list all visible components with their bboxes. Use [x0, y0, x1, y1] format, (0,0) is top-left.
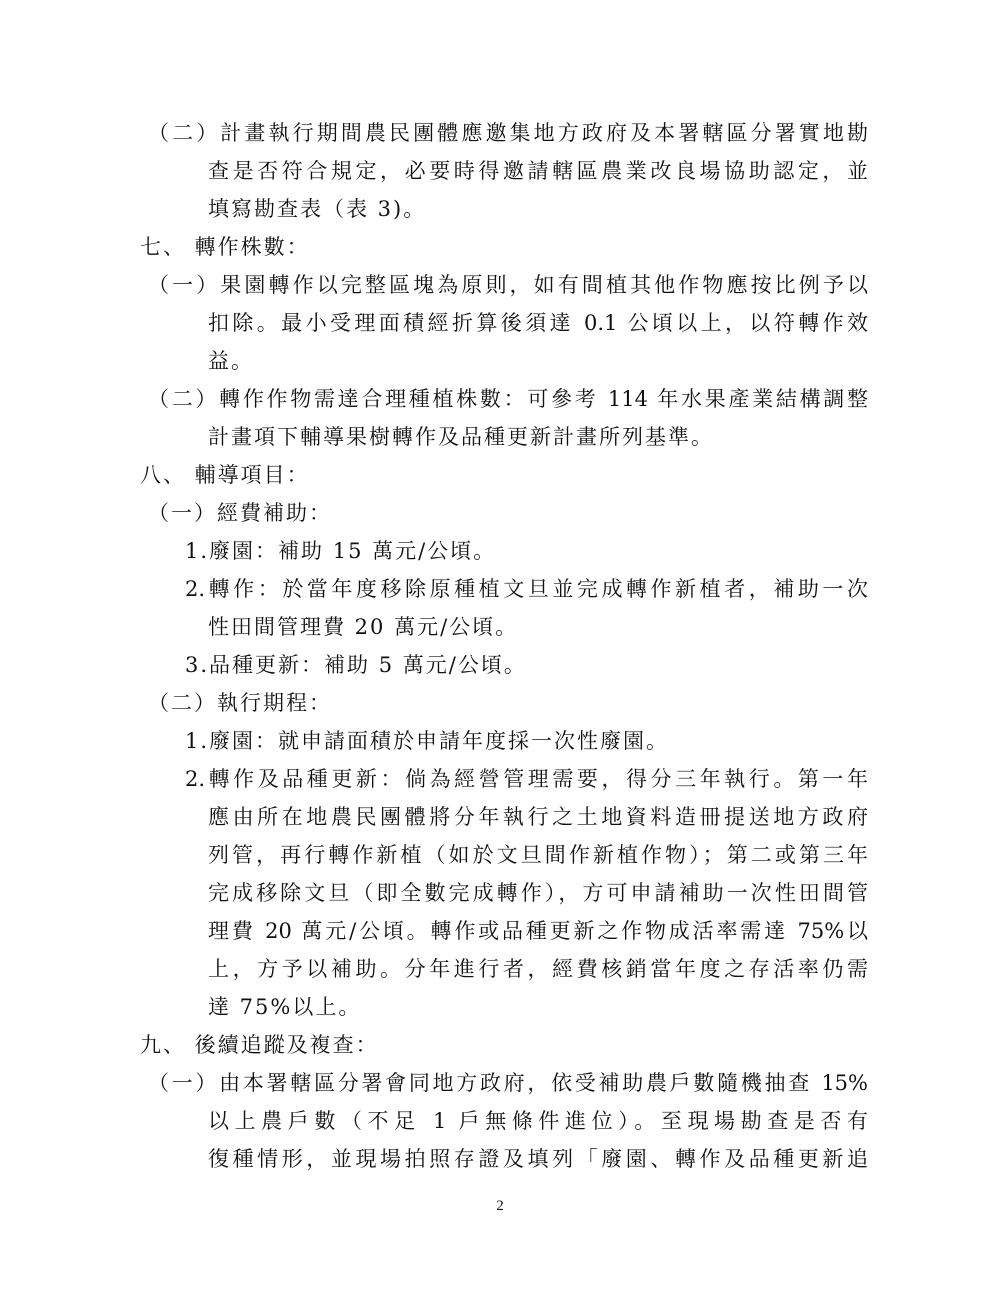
- section-heading: 九、 後續追蹤及複查：: [140, 1033, 379, 1057]
- text-line: 應由所在地農民團體將分年執行之土地資料造冊提送地方政府: [208, 805, 868, 829]
- text-line: （一）由本署轄區分署會同地方政府，依受補助農戶數隨機抽查 15%: [148, 1071, 868, 1095]
- text-line: 查是否符合規定，必要時得邀請轄區農業改良場協助認定，並: [208, 159, 868, 183]
- text-line: （二）轉作作物需達合理種植株數：可參考 114 年水果產業結構調整: [148, 387, 868, 411]
- page-number: 2: [496, 1198, 504, 1214]
- text-line: 性田間管理費 20 萬元/公頃。: [208, 615, 519, 639]
- text-line: 上，方予以補助。分年進行者，經費核銷當年度之存活率仍需: [208, 957, 868, 981]
- text-line: 理費 20 萬元/公頃。轉作或品種更新之作物成活率需達 75%以: [208, 919, 868, 943]
- text-line: （二）計畫執行期間農民團體應邀集地方政府及本署轄區分署實地勘: [148, 121, 868, 145]
- text-line: 益。: [208, 349, 254, 373]
- text-line: （二）執行期程：: [148, 691, 332, 715]
- text-line: 計畫項下輔導果樹轉作及品種更新計畫所列基準。: [208, 425, 714, 449]
- list-item: 1.廢園：就申請面積於申請年度採一次性廢園。: [185, 729, 670, 753]
- text-line: 達 75%以上。: [208, 995, 362, 1019]
- list-item: 2.轉作及品種更新：倘為經營管理需要，得分三年執行。第一年: [185, 767, 868, 791]
- list-item: 3.品種更新：補助 5 萬元/公頃。: [185, 653, 527, 677]
- text-line: 扣除。最小受理面積經折算後須達 0.1 公頃以上，以符轉作效: [208, 311, 868, 335]
- text-line: 復種情形，並現場拍照存證及填列「廢園、轉作及品種更新追: [208, 1147, 868, 1171]
- text-line: 列管，再行轉作新植（如於文旦間作新植作物）；第二或第三年: [208, 843, 868, 867]
- text-line: （一）經費補助：: [148, 501, 332, 525]
- list-item: 1.廢園：補助 15 萬元/公頃。: [185, 539, 497, 563]
- text-line: 填寫勘查表（表 3)。: [208, 197, 427, 221]
- text-line: 完成移除文旦（即全數完成轉作），方可申請補助一次性田間管: [208, 881, 868, 905]
- text-line: （一）果園轉作以完整區塊為原則，如有間植其他作物應按比例予以: [148, 273, 868, 297]
- list-item: 2.轉作：於當年度移除原種植文旦並完成轉作新植者，補助一次: [185, 577, 868, 601]
- section-heading: 八、 輔導項目：: [140, 463, 310, 487]
- text-line: 以上農戶數（不足 1 戶無條件進位）。至現場勘查是否有: [208, 1109, 868, 1133]
- section-heading: 七、 轉作株數：: [140, 235, 310, 259]
